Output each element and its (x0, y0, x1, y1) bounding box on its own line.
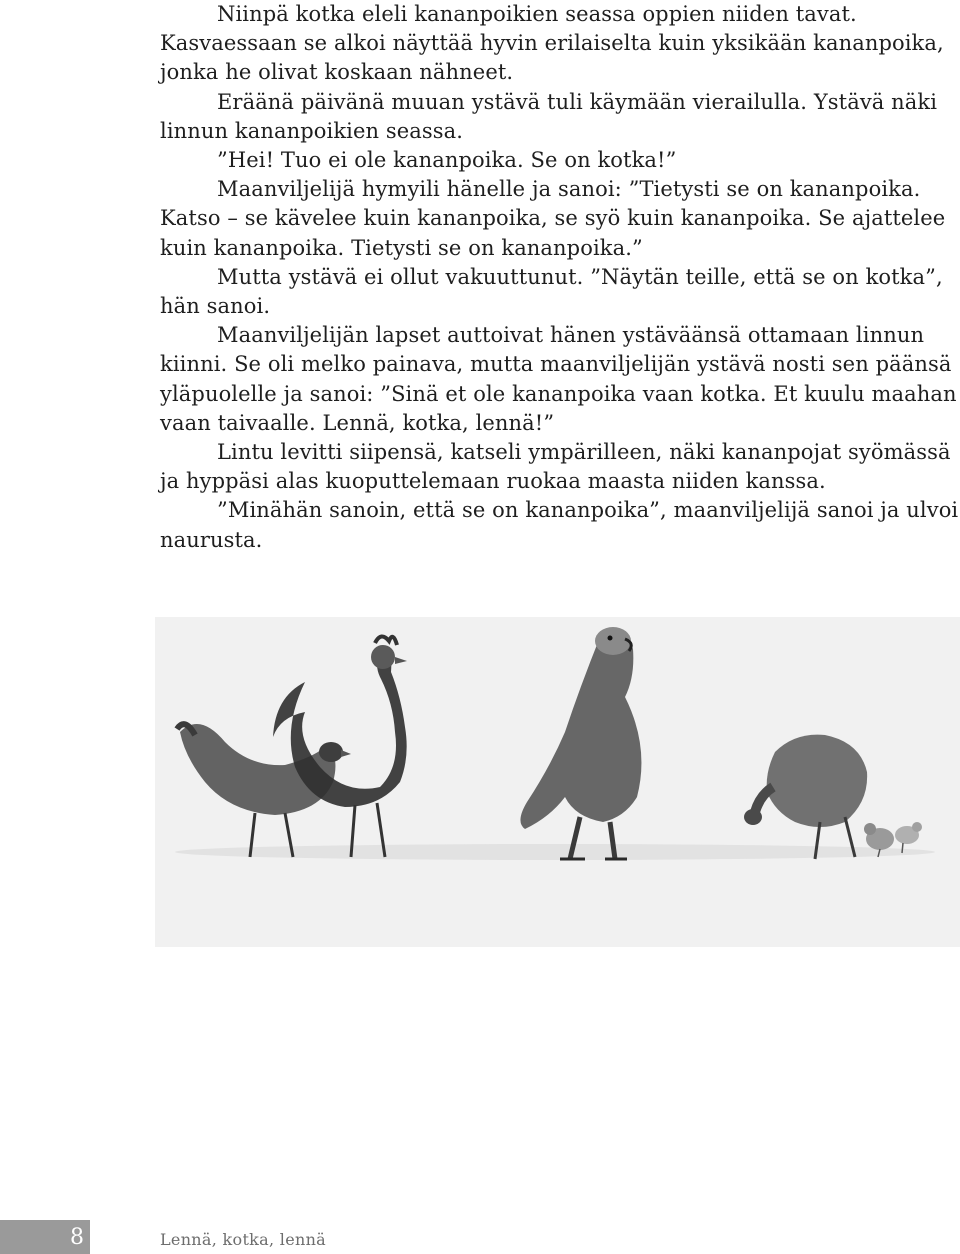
paragraph: Niinpä kotka eleli kananpoikien seassa oppien niiden tavat. Kasvaessaan se alkoi näyttää hyvin erilaiselta kuin yksikään kananpoika, jonka he olivat koskaan nähneet. (160, 2, 944, 85)
paragraph: Lintu levitti siipensä, katseli ympärilleen, näki kananpojat syömässä ja hyppäsi alas kuoputtelemaan ruokaa maasta niiden kanssa. (160, 440, 951, 494)
paragraph: Maanviljelijä hymyili hänelle ja sanoi: ”Tietysti se on kananpoika. Katso – se kävelee kuin kananpoika, se syö kuin kananpoika. Se ajattelee kuin kananpoika. Tietysti se on kananpoika.” (160, 177, 946, 260)
paragraph: Eräänä päivänä muuan ystävä tuli käymään vierailulla. Ystävä näki linnun kananpoikien seassa. (160, 89, 938, 143)
paragraph: Mutta ystävä ei ollut vakuuttunut. ”Näytän teille, että se on kotka”, hän sanoi. (160, 264, 943, 319)
paragraph: ”Minähän sanoin, että se on kananpoika”, maanviljelijä sanoi ja ulvoi naurusta. (160, 498, 959, 552)
hen-right-drawing (744, 735, 867, 859)
eagle-drawing (520, 627, 641, 859)
birds-drawing (155, 617, 960, 947)
paragraph: ”Hei! Tuo ei ole kananpoika. Se on kotka!” (217, 148, 677, 173)
birds-illustration (155, 617, 960, 947)
paragraph: Maanviljelijän lapset auttoivat hänen ystäväänsä ottamaan linnun kiinni. Se oli melko painava, mutta maanviljelijän ystävä nosti sen päänsä yläpuolelle ja sanoi: ”Sinä et ole kananpoika vaan kotka. Et kuulu maahan vaan taivaalle. Lennä, kotka, lennä!” (160, 323, 957, 435)
story-text (160, 0, 960, 555)
ground-shadow (175, 844, 935, 860)
page-number-box (0, 1220, 90, 1254)
page-number: 8 (70, 1224, 84, 1250)
running-title: Lennä, kotka, lennä (160, 1230, 327, 1249)
